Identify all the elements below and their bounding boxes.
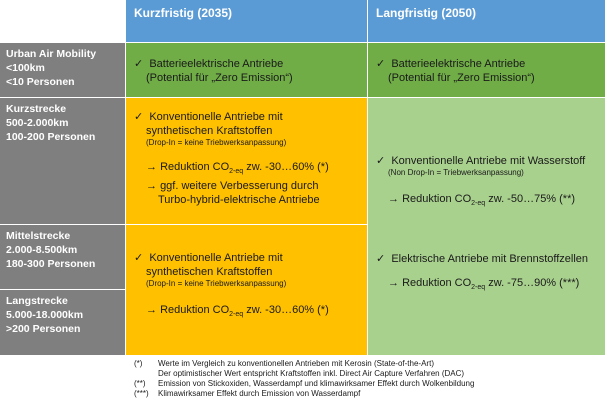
row-title: Urban Air Mobility bbox=[6, 48, 97, 60]
kurz-k-line1: ✓ Konventionelle Antriebe mit bbox=[134, 111, 283, 123]
uam-k-line2: (Potential für „Zero Emission“) bbox=[146, 72, 293, 84]
kurz-k-note: (Drop-In = keine Triebwerksanpassung) bbox=[146, 138, 287, 147]
mittel-k-line2: synthetischen Kraftstoffen bbox=[146, 266, 273, 278]
kurz-k-more1: → ggf. weitere Verbesserung durch bbox=[146, 180, 319, 193]
divider-vertical-2 bbox=[367, 0, 368, 355]
mittel-k-reduction: → Reduktion $CO_{2-eq}$ zw. -30…60% (*) bbox=[146, 304, 329, 319]
divider-horizontal-2 bbox=[0, 97, 605, 98]
header-kurzfristig: Kurzfristig (2035) bbox=[126, 0, 368, 42]
cell-uam-kurzfristig bbox=[126, 42, 368, 97]
footnote-1-line2: Der optimistischer Wert entspricht Kraftstoffen inkl. Direct Air Capture Verfahren (DAC) bbox=[158, 369, 465, 378]
footnote-3-text: Klimawirksamer Effekt durch Emission von Wasserdampf bbox=[158, 389, 361, 398]
uam-k-line1: ✓ Batterieelektrische Antriebe bbox=[134, 58, 284, 70]
check-icon: ✓ bbox=[376, 253, 386, 266]
row-range: 2.000-8.500km bbox=[6, 244, 78, 256]
arrow-icon: → bbox=[388, 277, 399, 290]
divider-horizontal-1 bbox=[0, 42, 605, 43]
kurz-k-more2: Turbo-hybrid-elektrische Antriebe bbox=[158, 194, 320, 207]
cell-mittel-lang-kurzfristig bbox=[126, 224, 368, 355]
row-range: 5.000-18.000km bbox=[6, 309, 84, 321]
row-title: Langstrecke bbox=[6, 295, 68, 307]
arrow-icon: → bbox=[146, 161, 157, 173]
check-icon: ✓ bbox=[134, 111, 144, 123]
check-icon: ✓ bbox=[134, 252, 144, 264]
check-icon: ✓ bbox=[376, 58, 386, 70]
divider-horizontal-3 bbox=[0, 224, 368, 225]
footnote-1-mark: (*) bbox=[134, 359, 143, 368]
row-label-urban-air-mobility bbox=[0, 42, 126, 97]
row-label-kurzstrecke bbox=[0, 97, 126, 224]
row-label-mittelstrecke bbox=[0, 224, 126, 289]
row-range: <100km bbox=[6, 62, 45, 74]
row-title: Kurzstrecke bbox=[6, 103, 67, 115]
row-title: Mittelstrecke bbox=[6, 230, 71, 242]
kurz-k-line2: synthetischen Kraftstoffen bbox=[146, 125, 273, 137]
row-capacity: >200 Personen bbox=[6, 323, 81, 335]
divider-horizontal-4 bbox=[0, 289, 126, 290]
footnote-2-mark: (**) bbox=[134, 379, 146, 388]
row-label-langstrecke bbox=[0, 289, 126, 355]
arrow-icon: → bbox=[388, 193, 399, 205]
uam-l-line2: (Potential für „Zero Emission“) bbox=[388, 72, 535, 84]
row-capacity: 180-300 Personen bbox=[6, 258, 96, 270]
uam-l-line1: ✓ Batterieelektrische Antriebe bbox=[376, 58, 526, 70]
mittel-k-line1: ✓ Konventionelle Antriebe mit bbox=[134, 252, 283, 264]
cell-uam-langfristig bbox=[368, 42, 605, 97]
arrow-icon: → bbox=[146, 304, 157, 316]
cell-kurz-kurzfristig bbox=[126, 97, 368, 224]
header-langfristig: Langfristig (2050) bbox=[368, 0, 605, 42]
arrow-icon: → bbox=[146, 180, 157, 193]
check-icon: ✓ bbox=[134, 58, 144, 70]
footnote-3-mark: (***) bbox=[134, 389, 149, 398]
row-capacity: 100-200 Personen bbox=[6, 131, 96, 143]
mittel-k-note: (Drop-In = keine Triebwerksanpassung) bbox=[146, 279, 287, 288]
cell-langfristig-merged bbox=[368, 97, 605, 355]
row-capacity: <10 Personen bbox=[6, 76, 75, 88]
footnote-1-line1: Werte im Vergleich zu konventionellen Antrieben mit Kerosin (State-of-the-Art) bbox=[158, 359, 434, 368]
footnote-2-text: Emission von Stickoxiden, Wasserdampf und klimawirksamer Effekt durch Wolkenbildung bbox=[158, 379, 475, 388]
check-icon: ✓ bbox=[376, 155, 386, 167]
kurz-k-reduction: → Reduktion $CO_{2-eq}$ zw. -30…60% (*) bbox=[146, 161, 329, 176]
lang-l-reduction1: → Reduktion $CO_{2-eq}$ zw. -50…75% (**) bbox=[388, 193, 576, 208]
lang-l-h2: ✓ Konventionelle Antriebe mit Wasserstoff bbox=[376, 155, 586, 167]
row-range: 500-2.000km bbox=[6, 117, 69, 129]
lang-l-fuelcell: ✓ Elektrische Antriebe mit Brennstoffzellen bbox=[376, 253, 589, 266]
divider-vertical-1 bbox=[125, 0, 126, 355]
lang-l-reduction2: → Reduktion $CO_{2-eq}$ zw. -75…90% (***) bbox=[388, 277, 580, 292]
lang-l-note: (Non Drop-In = Triebwerksanpassung) bbox=[388, 168, 524, 177]
